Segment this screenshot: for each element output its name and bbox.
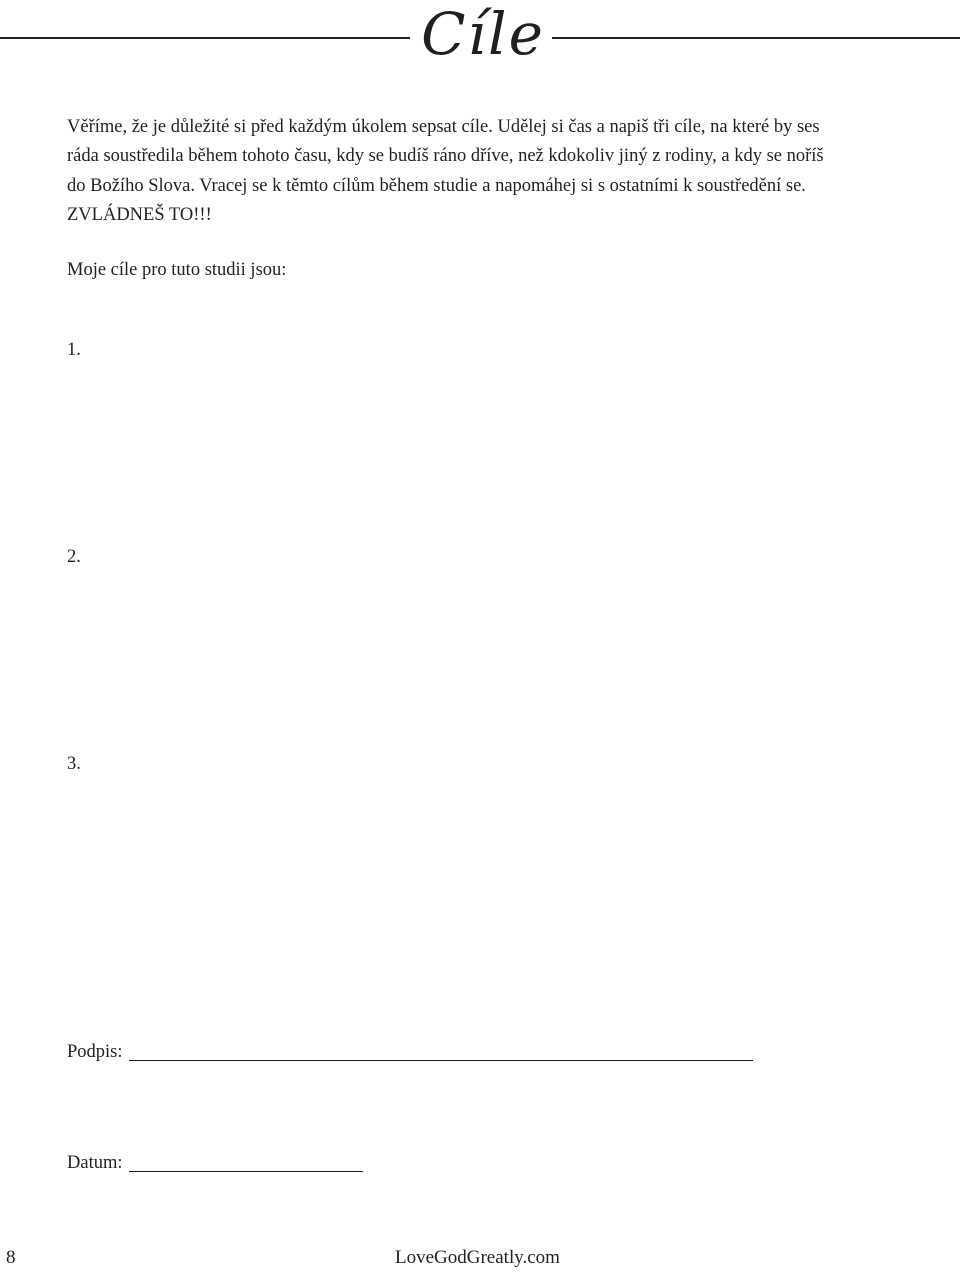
signature-label: Podpis:	[67, 1042, 123, 1062]
header-rule-right	[552, 37, 960, 39]
intro-line: ráda soustředila během tohoto času, kdy se budíš ráno dříve, než kdokoliv jiný z rodiny, a kdy se noříš	[67, 146, 824, 167]
intro-line: do Božího Slova. Vracej se k těmto cílům během studie a napomáhej si s ostatními k soustředění se.	[67, 175, 806, 196]
intro-line: Věříme, že je důležité si před každým úkolem sepsat cíle. Udělej si čas a napiš tři cíle, na které by ses	[67, 117, 820, 137]
date-line[interactable]	[129, 1151, 363, 1172]
goal-number-2: 2.	[67, 547, 81, 567]
signature-row	[67, 1039, 753, 1065]
date-label: Datum:	[67, 1153, 123, 1173]
footer-website: LoveGodGreatly.com	[395, 1247, 560, 1268]
signature-line[interactable]	[129, 1040, 753, 1061]
goal-number-1: 1.	[67, 340, 81, 360]
intro-paragraph	[67, 113, 907, 230]
header-rule-left	[0, 37, 410, 39]
page-number: 8	[6, 1247, 16, 1268]
goals-heading: Moje cíle pro tuto studii jsou:	[67, 260, 287, 280]
date-row	[67, 1150, 363, 1176]
intro-line: ZVLÁDNEŠ TO!!!	[67, 204, 212, 225]
goal-number-3: 3.	[67, 754, 81, 774]
page-title: Cíle	[421, 0, 545, 68]
